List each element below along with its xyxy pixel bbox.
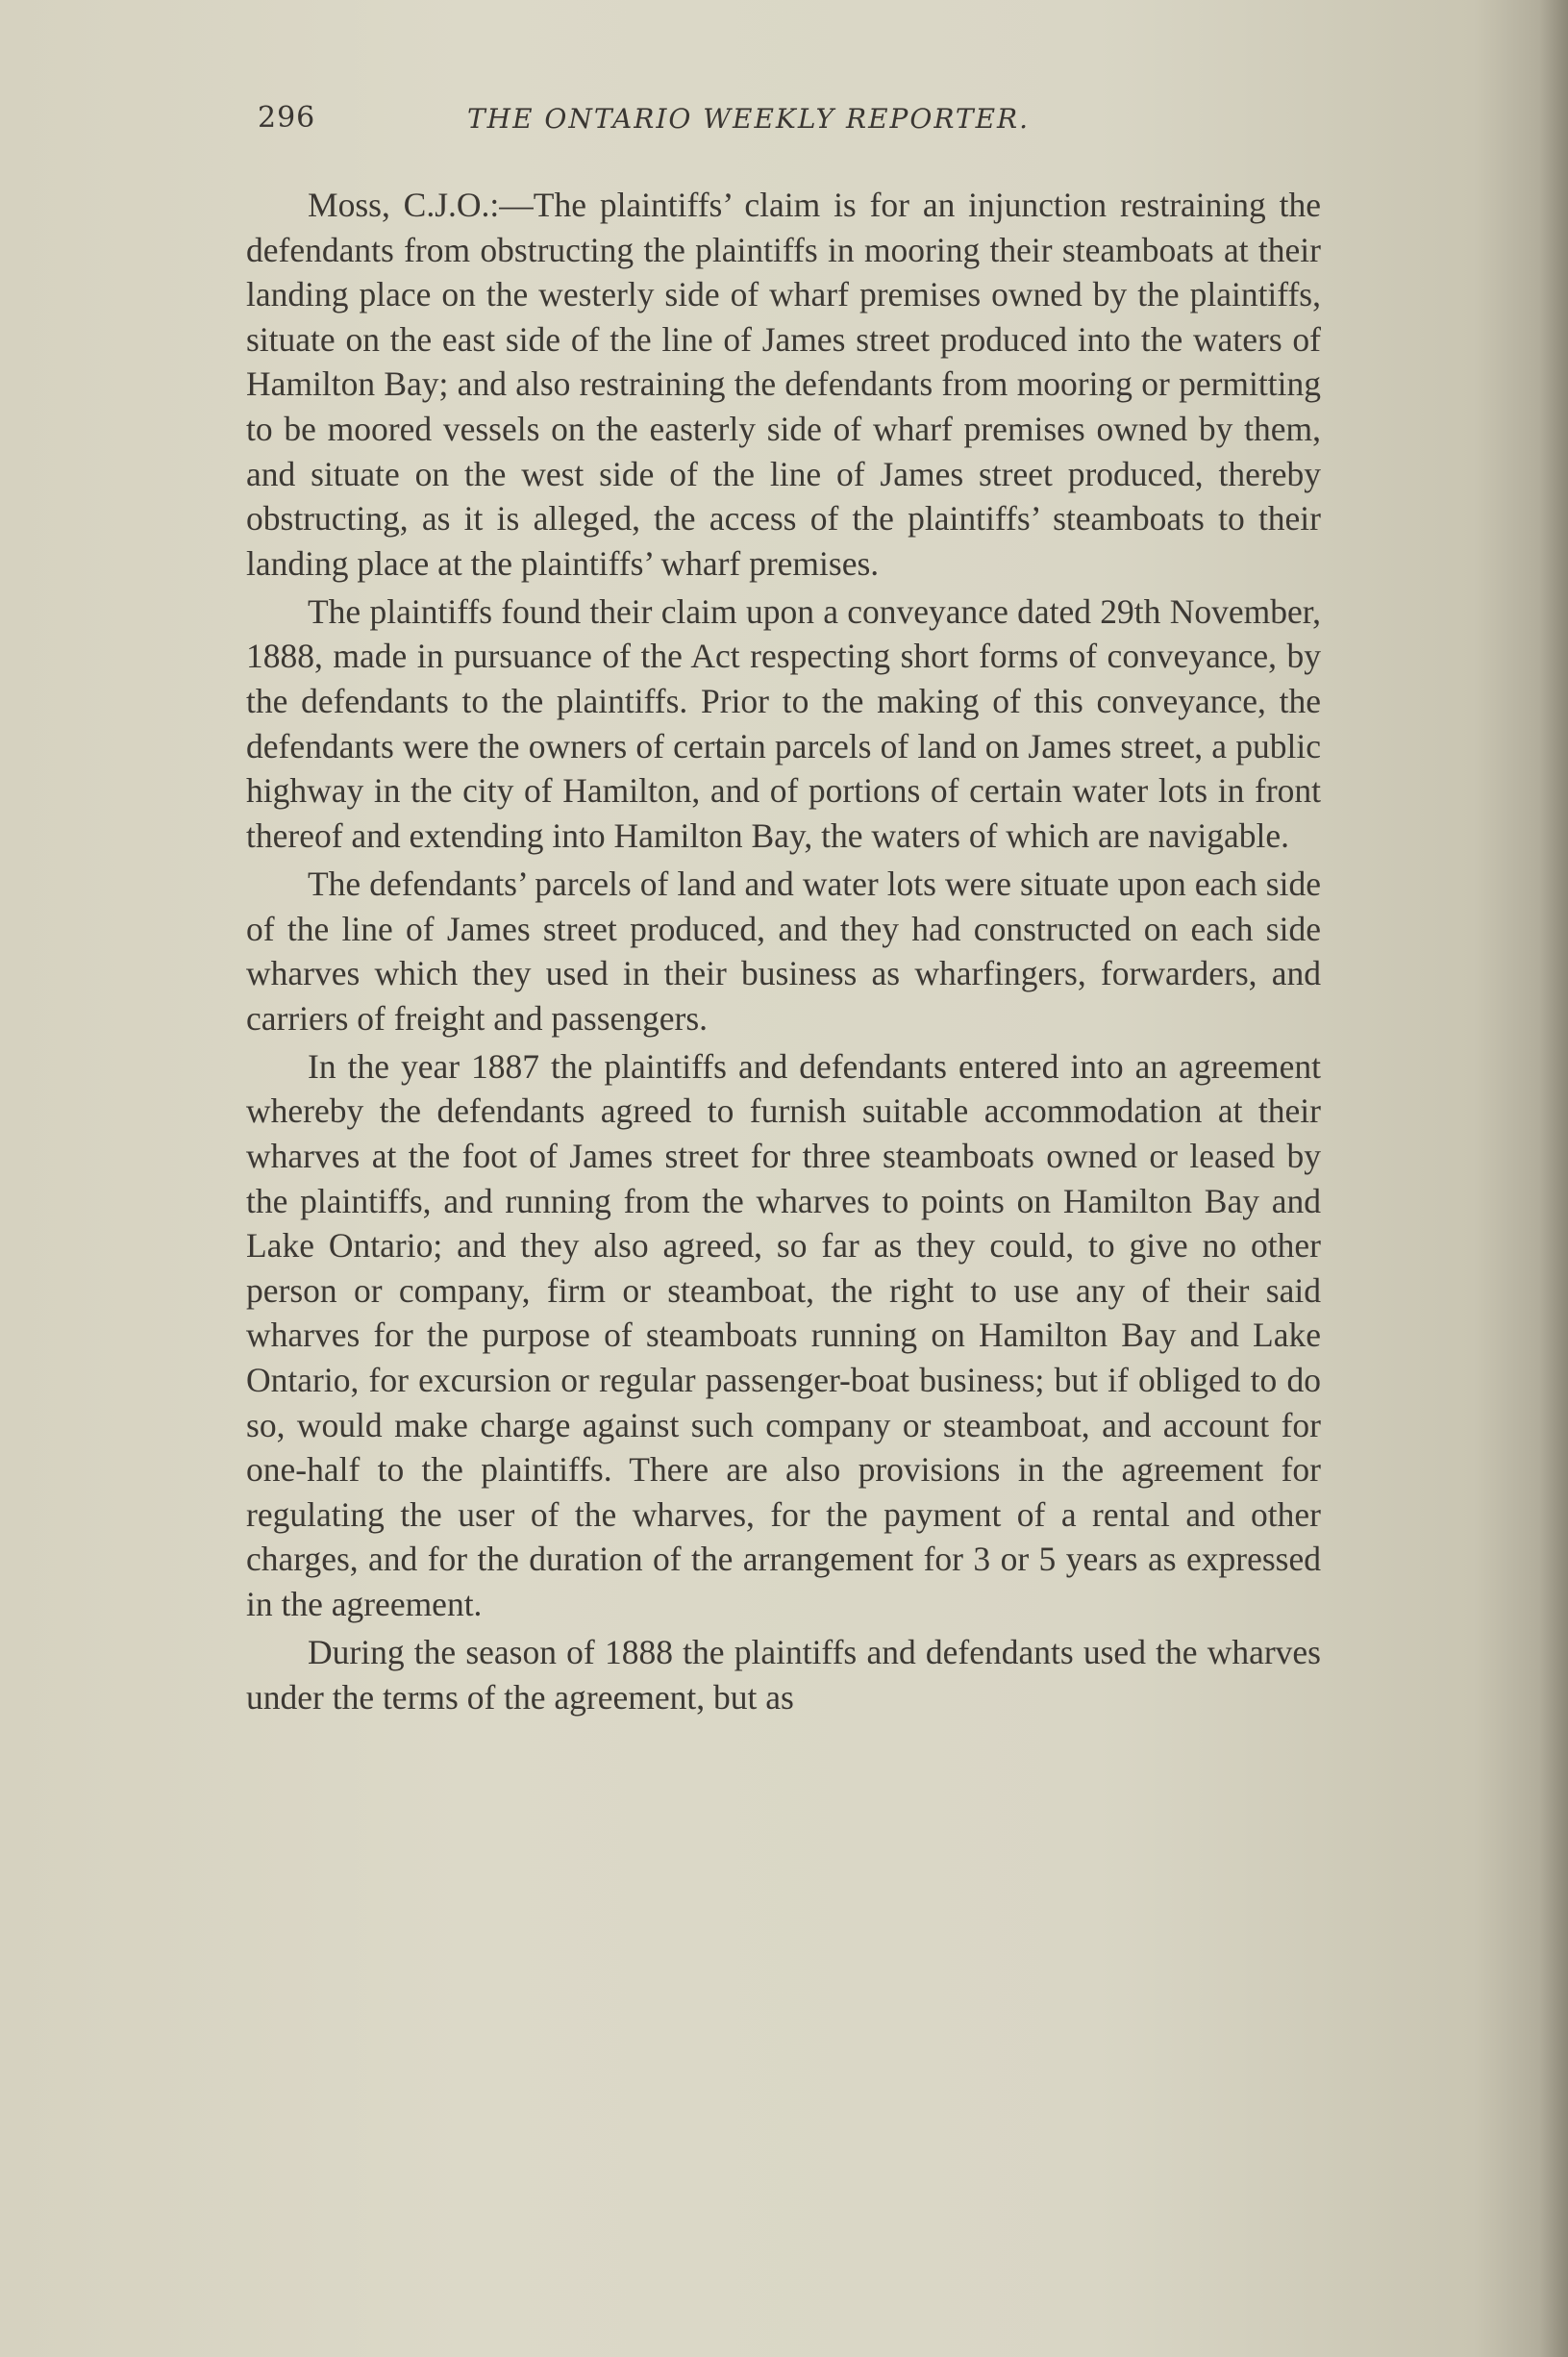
page-number: 296 [258, 101, 316, 135]
paragraph: Moss, C.J.O.:—The plaintiffs’ claim is for an injunction restraining the defendants from obstructing the plaintiffs in mooring their steamboats at their landing place on the westerly side of wharf premises owned by the plaintiffs, situate on the east side of the line of James street produced into the waters of Hamilton Bay; and also restraining the defendants from mooring or permitting to be moored vessels on the easterly side of wharf premises owned by them, and situate on the west side of the line of James street produced, thereby obstructing, as it is alleged, the access of the plaintiffs’ steamboats to their landing place at the plaintiffs’ wharf premises. [246, 186, 1321, 583]
body-text [246, 183, 1321, 1723]
paragraph: During the season of 1888 the plaintiffs and defendants used the wharves under the terms of the agreement, but as [246, 1633, 1321, 1717]
paragraph: The plaintiffs found their claim upon a conveyance dated 29th November, 1888, made in pursuance of the Act respecting short forms of conveyance, by the defendants to the plaintiffs. Prior to the making of this conveyance, the defendants were the owners of certain parcels of land on James street, a public highway in the city of Hamilton, and of portions of certain water lots in front thereof and extending into Hamilton Bay, the waters of which are navigable. [246, 591, 1321, 855]
paragraph: In the year 1887 the plaintiffs and defendants entered into an agreement whereby the defendants agreed to furnish suitable accommodation at their wharves at the foot of James street for three steamboats owned or leased by the plaintiffs, and running from the wharves to points on Hamilton Bay and Lake Ontario; and they also agreed, so far as they could, to give no other person or company, firm or steamboat, the right to use any of their said wharves for the purpose of steamboats running on Hamilton Bay and Lake Ontario, for excursion or regular passenger-boat business; but if obliged to do so, would make charge against such company or steamboat, and account for one-half to the plaintiffs. There are also provisions in the agreement for regulating the user of the wharves, for the payment of a rental and other charges, and for the duration of the arrangement for 3 or 5 years as expressed in the agreement. [246, 1046, 1321, 1623]
page-binding-shadow [1539, 0, 1568, 2357]
running-title: THE ONTARIO WEEKLY REPORTER. [467, 103, 1031, 135]
paragraph: The defendants’ parcels of land and water lots were situate upon each side of the line of James street produced, and they had constructed on each side wharves which they used in their business as wharfingers, forwarders, and carriers of freight and passengers. [246, 864, 1321, 1038]
page-header [258, 101, 1325, 149]
